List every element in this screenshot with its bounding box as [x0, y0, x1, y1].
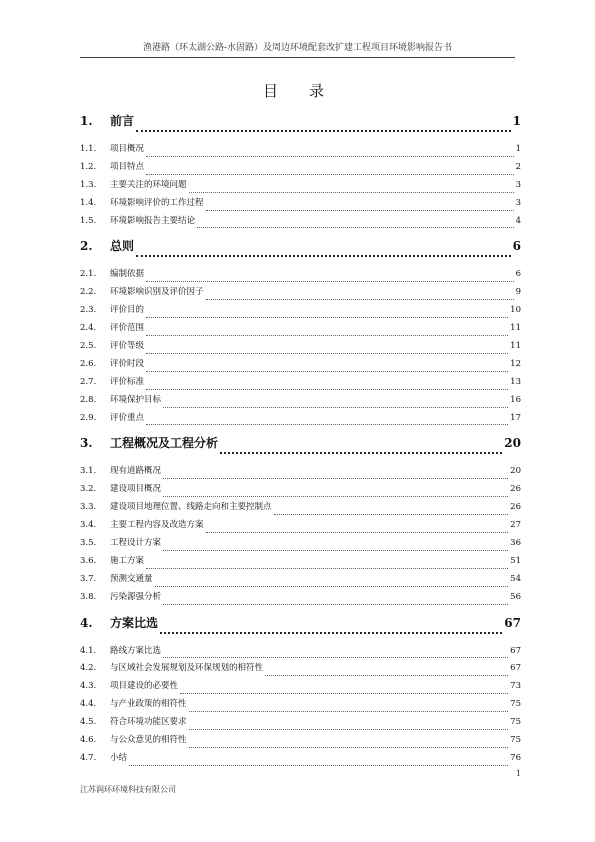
toc-section[interactable] [80, 267, 521, 285]
toc-section[interactable] [80, 160, 521, 178]
toc-leader-dots [155, 586, 509, 587]
toc-leader-dots [146, 281, 514, 282]
toc-entry-label: 小结 [110, 752, 128, 763]
toc-entry-number: 2.2. [80, 287, 97, 298]
toc-leader-dots [146, 156, 514, 157]
toc-section[interactable] [80, 644, 521, 662]
toc-entry-number: 2.1. [80, 269, 97, 280]
toc-entry-page: 26 [510, 484, 521, 495]
toc-section[interactable] [80, 554, 521, 572]
toc-entry-label: 评价目的 [110, 305, 145, 316]
toc-section[interactable] [80, 339, 521, 357]
toc-entry-number: 2.7. [80, 376, 97, 387]
toc-leader-dots [197, 227, 514, 228]
toc-entry-label: 符合环境功能区要求 [110, 717, 187, 728]
toc-entry-label: 主要工程内容及改造方案 [110, 520, 204, 531]
toc-entry-number: 2.8. [80, 394, 97, 405]
toc-leader-dots [129, 765, 508, 766]
toc-leader-dots [163, 604, 508, 605]
toc-entry-label: 评价标准 [110, 376, 145, 387]
toc-leader-dots [146, 389, 508, 390]
toc-entry-label: 环境保护目标 [110, 394, 162, 405]
toc-entry-label: 前言 [110, 114, 135, 128]
toc-entry-page: 4 [515, 215, 521, 226]
toc-entry-label: 项目概况 [110, 144, 145, 154]
toc-entry-label: 环境影响报告主要结论 [110, 215, 196, 226]
toc-entry-number: 4.7. [80, 752, 97, 763]
toc-section[interactable] [80, 142, 521, 160]
toc-chapter[interactable] [80, 614, 521, 637]
toc-entry-label: 与公众意见的相符性 [110, 735, 187, 746]
toc-entry-page: 2 [515, 161, 521, 172]
toc-chapter[interactable] [80, 237, 521, 260]
toc-entry-label: 与产业政策的相符性 [110, 699, 187, 710]
page-header: 渔港路（环太湖公路-水固路）及周边环境配套改扩建工程项目环境影响报告书 [80, 40, 515, 58]
toc-entry-page: 75 [510, 735, 521, 746]
toc-entry-number: 2.4. [80, 323, 97, 334]
toc-entry-label: 主要关注的环境问题 [110, 179, 187, 190]
toc-section[interactable] [80, 464, 521, 482]
toc-entry-number: 1.2. [80, 161, 97, 172]
toc-entry-page: 56 [510, 591, 521, 602]
toc-section[interactable] [80, 285, 521, 303]
toc-entry-page: 75 [510, 717, 521, 728]
toc-entry-number: 4.2. [80, 663, 97, 674]
toc-leader-dots [206, 532, 509, 533]
toc-entry-label: 建设项目地理位置、线路走向和主要控制点 [110, 502, 272, 513]
toc-entry-label: 方案比选 [110, 615, 159, 630]
toc-entry-label: 现有道路概况 [110, 466, 162, 477]
toc-leader-dots [206, 299, 514, 300]
toc-entry-label: 路线方案比选 [110, 645, 162, 656]
table-of-contents [80, 106, 521, 769]
toc-entry-page: 3 [515, 179, 521, 190]
toc-section[interactable] [80, 590, 521, 608]
toc-section[interactable] [80, 482, 521, 500]
toc-section[interactable] [80, 178, 521, 196]
toc-entry-number: 2.9. [80, 412, 97, 423]
page-number: 1 [515, 769, 521, 778]
toc-entry-label: 编制依据 [110, 269, 145, 280]
toc-leader-dots [274, 514, 509, 515]
toc-leader-dots [265, 675, 508, 676]
toc-entry-number: 4.5. [80, 717, 97, 728]
toc-entry-number: 3. [80, 436, 93, 451]
toc-section[interactable] [80, 321, 521, 339]
toc-entry-label: 评价范围 [110, 323, 145, 334]
toc-leader-dots [146, 568, 508, 569]
toc-entry-number: 2. [80, 239, 93, 254]
toc-section[interactable] [80, 661, 521, 679]
toc-entry-number: 3.3. [80, 502, 97, 513]
toc-entry-label: 施工方案 [110, 555, 145, 566]
toc-entry-page: 36 [510, 538, 521, 549]
toc-entry-page: 16 [510, 394, 521, 405]
toc-section[interactable] [80, 697, 521, 715]
toc-entry-page: 1 [512, 114, 521, 128]
toc-entry-page: 9 [515, 287, 521, 298]
toc-entry-label: 评价等级 [110, 341, 145, 352]
toc-entry-number: 3.8. [80, 591, 97, 602]
toc-entry-number: 3.7. [80, 573, 97, 584]
toc-leader-dots [146, 371, 508, 372]
toc-section[interactable] [80, 393, 521, 411]
toc-leader-dots [189, 711, 509, 712]
toc-section[interactable] [80, 303, 521, 321]
toc-entry-number: 1.1. [80, 144, 97, 154]
toc-entry-page: 1 [515, 144, 521, 154]
toc-entry-page: 26 [510, 502, 521, 513]
toc-entry-label: 环境影响识别及评价因子 [110, 287, 204, 298]
toc-entry-number: 1.4. [80, 197, 97, 208]
toc-entry-label: 项目特点 [110, 161, 145, 172]
toc-entry-number: 3.6. [80, 555, 97, 566]
toc-entry-number: 3.2. [80, 484, 97, 495]
toc-section[interactable] [80, 536, 521, 554]
toc-entry-page: 75 [510, 699, 521, 710]
toc-entry-page: 20 [504, 436, 521, 451]
toc-leader-dots [189, 747, 509, 748]
toc-leader-dots [146, 335, 508, 336]
toc-section[interactable] [80, 715, 521, 733]
toc-leader-dots [189, 729, 509, 730]
toc-entry-page: 54 [510, 573, 521, 584]
toc-leader-dots [163, 407, 508, 408]
toc-section[interactable] [80, 679, 521, 697]
toc-entry-number: 2.6. [80, 358, 97, 369]
toc-entry-page: 76 [510, 752, 521, 763]
toc-entry-page: 67 [510, 663, 521, 674]
toc-chapter[interactable] [80, 434, 521, 457]
toc-leader-dots [146, 317, 508, 318]
toc-leader-dots [146, 424, 508, 425]
toc-entry-number: 4.3. [80, 681, 97, 692]
toc-section[interactable] [80, 357, 521, 375]
toc-section[interactable] [80, 196, 521, 214]
toc-leader-dots [180, 693, 508, 694]
toc-title: 目 录 [262, 82, 332, 100]
toc-entry-number: 3.4. [80, 520, 97, 531]
toc-entry-number: 2.3. [80, 305, 97, 316]
toc-entry-number: 2.5. [80, 341, 97, 352]
toc-entry-number: 1.3. [80, 179, 97, 190]
toc-entry-label: 预测交通量 [110, 573, 153, 584]
toc-section[interactable] [80, 518, 521, 536]
toc-entry-number: 4.6. [80, 735, 97, 746]
toc-section[interactable] [80, 572, 521, 590]
toc-entry-page: 3 [515, 197, 521, 208]
toc-entry-number: 4.1. [80, 645, 97, 656]
toc-entry-label: 项目建设的必要性 [110, 681, 179, 692]
toc-entry-page: 17 [510, 412, 521, 423]
toc-leader-dots [220, 452, 502, 454]
toc-chapter[interactable] [80, 112, 521, 135]
toc-entry-page: 73 [510, 681, 521, 692]
toc-entry-label: 污染源强分析 [110, 591, 162, 602]
toc-entry-page: 67 [510, 645, 521, 656]
toc-entry-page: 12 [510, 358, 521, 369]
toc-leader-dots [163, 496, 508, 497]
toc-entry-number: 1. [80, 114, 93, 128]
toc-entry-page: 51 [510, 555, 521, 566]
toc-entry-label: 环境影响评价的工作过程 [110, 197, 204, 208]
toc-leader-dots [163, 550, 508, 551]
toc-entry-page: 6 [512, 239, 521, 254]
toc-entry-page: 67 [504, 615, 521, 630]
toc-entry-number: 3.5. [80, 538, 97, 549]
toc-entry-label: 评价时段 [110, 358, 145, 369]
toc-section[interactable] [80, 214, 521, 232]
toc-entry-label: 建设项目概况 [110, 484, 162, 495]
toc-section[interactable] [80, 411, 521, 429]
toc-leader-dots [163, 657, 508, 658]
toc-entry-page: 10 [510, 305, 521, 316]
toc-entry-number: 4. [80, 615, 93, 630]
toc-leader-dots [136, 130, 511, 132]
toc-entry-page: 27 [510, 520, 521, 531]
toc-section[interactable] [80, 500, 521, 518]
toc-leader-dots [206, 210, 514, 211]
toc-leader-dots [146, 174, 514, 175]
toc-leader-dots [189, 192, 514, 193]
toc-section[interactable] [80, 733, 521, 751]
toc-entry-page: 11 [510, 341, 521, 352]
toc-entry-label: 与区域社会发展规划及环保规划的相符性 [110, 663, 264, 674]
toc-leader-dots [136, 255, 511, 257]
toc-entry-page: 20 [510, 466, 521, 477]
toc-leader-dots [146, 353, 508, 354]
toc-entry-page: 11 [510, 323, 521, 334]
toc-entry-number: 4.4. [80, 699, 97, 710]
toc-entry-label: 评价重点 [110, 412, 145, 423]
toc-leader-dots [160, 632, 502, 634]
toc-entry-number: 3.1. [80, 466, 97, 477]
toc-entry-label: 工程设计方案 [110, 538, 162, 549]
toc-entry-label: 工程概况及工程分析 [110, 436, 219, 451]
toc-entry-page: 6 [515, 269, 521, 280]
toc-entry-label: 总则 [110, 239, 135, 254]
toc-entry-number: 1.5. [80, 215, 97, 226]
toc-entry-page: 13 [510, 376, 521, 387]
toc-leader-dots [163, 478, 508, 479]
toc-section[interactable] [80, 375, 521, 393]
toc-section[interactable] [80, 751, 521, 769]
company-name: 江苏润环环境科技有限公司 [80, 785, 176, 794]
